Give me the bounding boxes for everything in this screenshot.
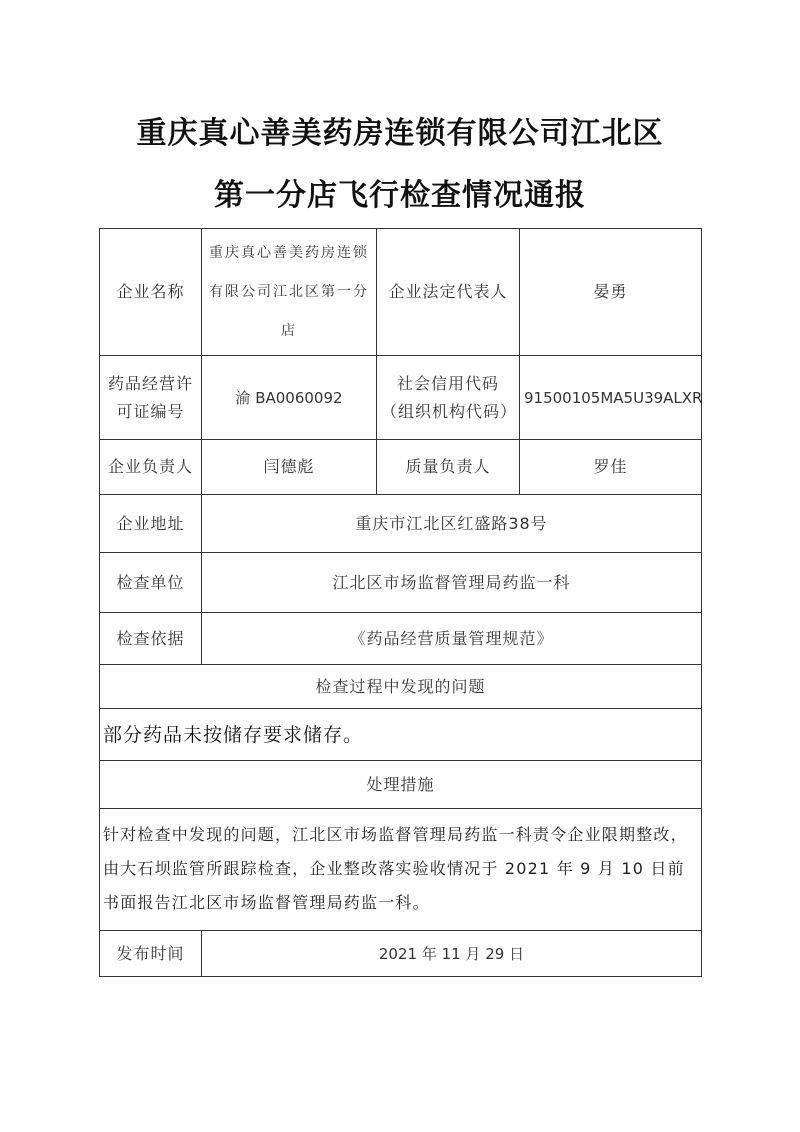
principal-value: 闫德彪: [202, 440, 377, 495]
table-row: [100, 931, 702, 977]
company-name-value: 重庆真心善美药房连锁有限公司江北区第一分店: [202, 229, 377, 356]
table-row: [100, 665, 702, 709]
inspector-label: 检查单位: [100, 553, 202, 613]
quality-value: 罗佳: [520, 440, 702, 495]
basis-value: 《药品经营质量管理规范》: [202, 613, 702, 665]
quality-label: 质量负责人: [377, 440, 520, 495]
credit-code-label: 社会信用代码（组织机构代码）: [377, 356, 520, 440]
table-row: [100, 495, 702, 553]
address-value: 重庆市江北区红盛路38号: [202, 495, 702, 553]
problems-header: 检查过程中发现的问题: [100, 665, 702, 709]
principal-label: 企业负责人: [100, 440, 202, 495]
table-row: [100, 356, 702, 440]
legal-rep-value: 晏勇: [520, 229, 702, 356]
address-label: 企业地址: [100, 495, 202, 553]
basis-label: 检查依据: [100, 613, 202, 665]
table-row: [100, 709, 702, 761]
license-value: 渝 BA0060092: [202, 356, 377, 440]
inspection-report-table: [99, 228, 702, 977]
table-row: [100, 440, 702, 495]
legal-rep-label: 企业法定代表人: [377, 229, 520, 356]
document-title-line-1: 重庆真心善美药房连锁有限公司江北区: [136, 116, 664, 151]
measures-text: 针对检查中发现的问题，江北区市场监督管理局药监一科责令企业限期整改，由大石坝监管所跟踪检查，企业整改落实验收情况于 2021 年 9 月 10 日前书面报告江北区市场监督管理局药监一科。: [100, 809, 702, 931]
credit-code-value: 91500105MA5U39ALXR: [520, 356, 702, 440]
publish-date-label: 发布时间: [100, 931, 202, 977]
table-row: [100, 761, 702, 809]
company-name-label: 企业名称: [100, 229, 202, 356]
table-row: [100, 613, 702, 665]
table-row: [100, 553, 702, 613]
publish-date-value: 2021 年 11 月 29 日: [202, 931, 702, 977]
license-label: 药品经营许可证编号: [100, 356, 202, 440]
table-row: [100, 229, 702, 356]
problems-text: 部分药品未按储存要求储存。: [100, 709, 702, 761]
measures-header: 处理措施: [100, 761, 702, 809]
table-row: [100, 809, 702, 931]
document-title-line-2: 第一分店飞行检查情况通报: [214, 178, 586, 213]
inspector-value: 江北区市场监督管理局药监一科: [202, 553, 702, 613]
